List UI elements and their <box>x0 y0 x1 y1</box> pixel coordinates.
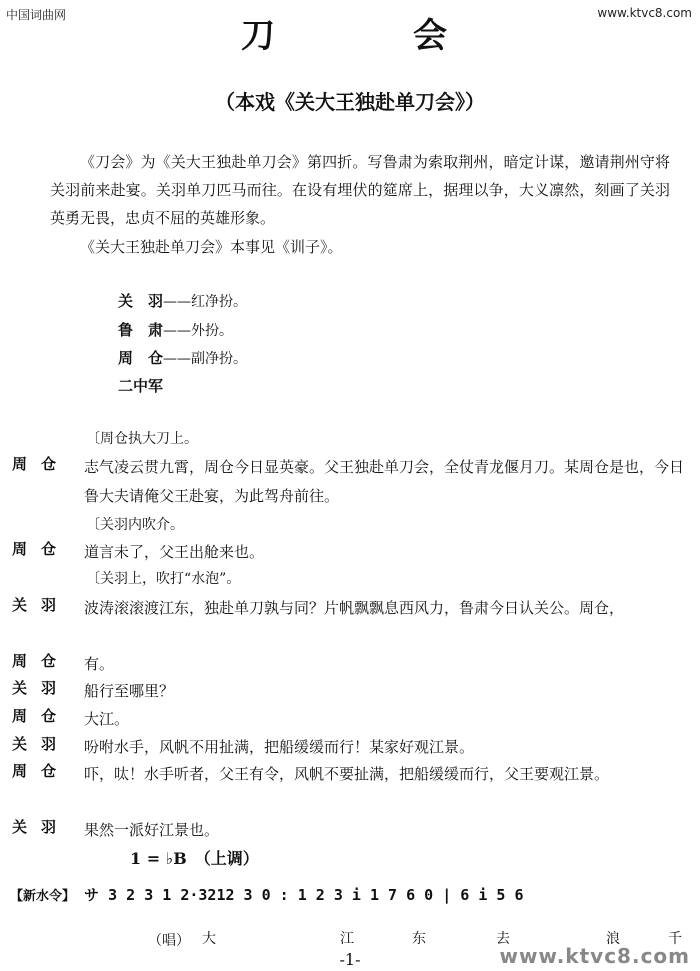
lyric-char: 千 <box>668 931 682 947</box>
lyric-char: 东 <box>412 931 426 947</box>
speaker: 周仓 <box>12 707 71 725</box>
speaker: 周仓 <box>12 652 71 670</box>
dialogue-line <box>12 733 692 762</box>
dialogue-line <box>12 594 692 623</box>
dialogue-line <box>12 677 692 706</box>
lyric-char: 江 <box>340 931 354 947</box>
lyric-char: 浪 <box>606 931 620 947</box>
dialogue-text: 吓，呔！水手听者，父王有令，风帆不要扯满，把船缓缓而行，父王要观江景。 <box>84 765 610 783</box>
dialogue-line <box>12 453 692 511</box>
dialogue-line <box>12 760 692 789</box>
speaker: 周仓 <box>12 762 71 780</box>
stage-direction: 〔关羽内吹介。 <box>86 517 184 533</box>
intro-paragraph-2: 《关大王独赴单刀会》本事见《训子》。 <box>80 238 343 256</box>
jianpu-notes: サ 3 2 3 1 2·3212 3 0 : 1 2 3 i 1 7 6 0 | 6 i 5 6 <box>84 886 524 904</box>
role-lu-su <box>118 319 233 340</box>
speaker: 关羽 <box>12 735 71 753</box>
music-notation <box>10 884 524 905</box>
intro-paragraph-1: 《刀会》为《关大王独赴单刀会》第四折。写鲁肃为索取荆州，暗定计谋，邀请荆州守将关羽前来赴宴。关羽单刀匹马而往。在设有埋伏的筵席上，据理以争，大义凛然，刻画了关羽英勇无畏，忠贞不屈的英雄形象。 <box>50 153 670 227</box>
page-title: 刀 会 <box>241 16 499 56</box>
role-name: 关 羽 <box>118 292 164 310</box>
lyric-char: 去 <box>496 931 510 947</box>
page-number: -1- <box>339 950 361 969</box>
dialogue-text: 有。 <box>84 655 115 673</box>
dialogue-text: 船行至哪里？ <box>84 682 175 700</box>
speaker: 关羽 <box>12 596 71 614</box>
dialogue-text: 果然一派好江景也。 <box>84 821 220 839</box>
role-name: 二中军 <box>118 377 164 395</box>
page-subtitle: （本戏《关大王独赴单刀会》） <box>215 90 485 114</box>
stage-direction: 〔关羽上，吹打“水泡”。 <box>86 571 241 587</box>
dialogue-line <box>12 538 692 567</box>
dialogue-text: 吩咐水手，风帆不用扯满，把船缓缓而行！某家好观江景。 <box>84 738 475 756</box>
stage-direction: 〔周仓执大刀上。 <box>86 431 198 447</box>
role-desc: ——外扮。 <box>163 323 234 339</box>
dialogue-line <box>12 650 692 679</box>
watermark: www.ktvc8.com <box>499 944 690 968</box>
sing-marker: （唱） <box>148 933 190 949</box>
speaker: 关羽 <box>12 818 71 836</box>
lyric-char: 大 <box>202 931 216 947</box>
dialogue-text: 道言未了，父王出舱来也。 <box>84 543 265 561</box>
dialogue-text: 大江。 <box>84 710 130 728</box>
site-url-right: www.ktvc8.com <box>597 6 692 20</box>
music-key: 1 = ♭B （上调） <box>130 849 259 868</box>
role-soldiers <box>118 375 163 396</box>
dialogue-line <box>12 705 692 734</box>
tune-name: 【新水令】 <box>10 889 76 904</box>
speaker: 关羽 <box>12 679 71 697</box>
dialogue-text: 志气凌云贯九霄，周仓今日显英豪。父王独赴单刀会，全仗青龙偃月刀。某周仓是也，今日鲁大夫请俺父王赴宴，为此驾舟前往。 <box>84 458 685 505</box>
dialogue-line <box>12 816 692 845</box>
role-zhou-cang <box>118 347 247 368</box>
dialogue-text: 波涛滚滚渡江东，独赴单刀孰与同？片帆飘飘息西风力，鲁肃今日认关公。周仓， <box>84 599 625 617</box>
role-desc: ——红净扮。 <box>163 294 248 310</box>
role-desc: ——副净扮。 <box>163 351 248 367</box>
role-guan-yu <box>118 290 247 311</box>
role-name: 周 仓 <box>118 349 164 367</box>
speaker: 周仓 <box>12 455 71 473</box>
site-name-left: 中国词曲网 <box>6 8 67 22</box>
role-name: 鲁 肃 <box>118 321 164 339</box>
speaker: 周仓 <box>12 540 71 558</box>
